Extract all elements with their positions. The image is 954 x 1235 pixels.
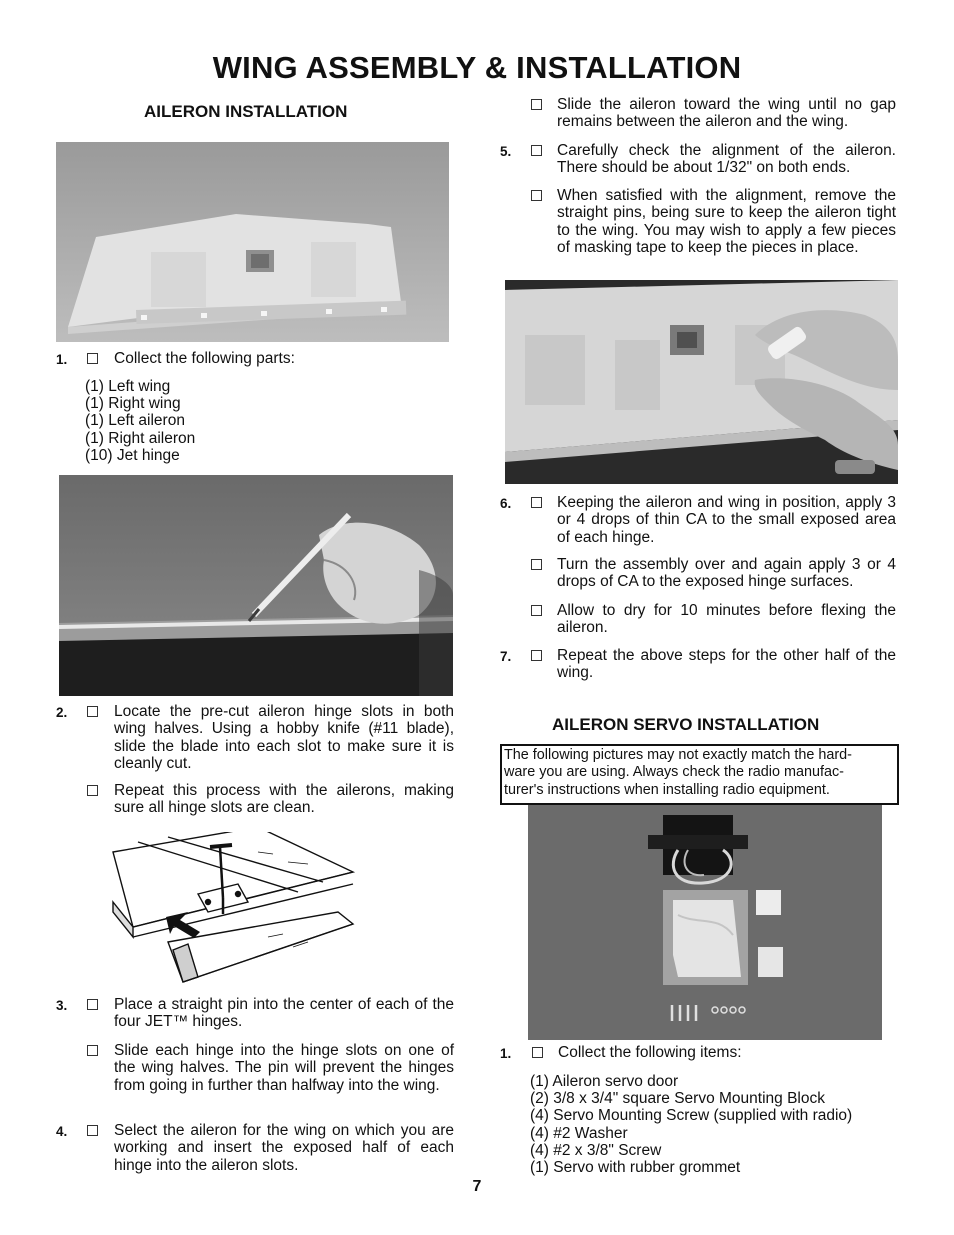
step-text: Place a straight pin into the center of each of the four JET™ hinges. xyxy=(114,996,454,1031)
step-slide-aileron xyxy=(500,96,898,132)
step-text: Repeat this process with the ailerons, making sure all hinge slots are clean. xyxy=(114,782,454,817)
checkbox[interactable] xyxy=(532,1047,543,1058)
step-text: Select the aileron for the wing on which you are working and insert the exposed half of each hinge into the aileron slots. xyxy=(114,1122,454,1174)
step-text: Collect the following parts: xyxy=(114,350,295,367)
step-number: 7. xyxy=(500,649,512,664)
page-title: WING ASSEMBLY & INSTALLATION xyxy=(212,50,742,85)
checkbox[interactable] xyxy=(531,497,542,508)
page-number: 7 xyxy=(472,1178,482,1195)
step-text: Slide the aileron toward the wing until no gap remains between the aileron and the wing. xyxy=(557,96,896,131)
step-7-repeat xyxy=(500,647,898,683)
checkbox[interactable] xyxy=(531,605,542,616)
checkbox[interactable] xyxy=(87,999,98,1010)
step-number: 1. xyxy=(500,1046,512,1061)
checkbox[interactable] xyxy=(531,650,542,661)
step-5-check-alignment xyxy=(500,142,898,178)
servo-items-list xyxy=(530,1073,852,1176)
step-6-turn-over xyxy=(500,556,898,592)
apply-ca-photo xyxy=(505,280,898,484)
step-5-remove-pins xyxy=(500,187,898,277)
step-6-apply-ca xyxy=(500,494,898,548)
step-6-allow-dry xyxy=(500,602,898,638)
step-number: 5. xyxy=(500,144,512,159)
aileron-servo-installation-heading: AILERON SERVO INSTALLATION xyxy=(552,715,820,734)
list-item: (4) Servo Mounting Screw (supplied with radio) xyxy=(530,1107,853,1125)
checkbox[interactable] xyxy=(87,785,98,796)
list-item: (1) Left wing xyxy=(85,378,171,395)
list-item: (10) Jet hinge xyxy=(85,446,180,464)
step-1-collect-parts xyxy=(56,350,456,370)
checkbox[interactable] xyxy=(87,1045,98,1056)
step-text: Allow to dry for 10 minutes before flexing the aileron. xyxy=(557,602,896,637)
list-item: (1) Aileron servo door xyxy=(530,1073,679,1090)
checkbox[interactable] xyxy=(87,706,98,717)
step-4-select-aileron xyxy=(56,1122,456,1176)
list-item: (1) Right wing xyxy=(85,395,181,413)
step-text: Carefully check the alignment of the aileron. There should be about 1/32" on both ends. xyxy=(557,142,896,177)
step-text: Slide each hinge into the hinge slots on one of the wing halves. The pin will prevent the hinges from going in further than halfway into the wing. xyxy=(114,1042,454,1094)
checkbox[interactable] xyxy=(531,559,542,570)
step-number: 2. xyxy=(56,705,68,720)
note-line: turer's instructions when installing radio equipment. xyxy=(504,781,830,798)
step-3-place-pin xyxy=(56,996,456,1032)
list-item: (4) #2 Washer xyxy=(530,1124,628,1142)
checkbox[interactable] xyxy=(531,190,542,201)
servo-step-1-collect-items xyxy=(500,1044,898,1064)
checkbox[interactable] xyxy=(87,1125,98,1136)
step-number: 1. xyxy=(56,352,68,367)
hobby-knife-photo xyxy=(59,475,453,696)
checkbox[interactable] xyxy=(531,99,542,110)
note-line: The following pictures may not exactly match the hard- xyxy=(504,747,852,763)
note-line: ware you are using. Always check the radio manufac- xyxy=(504,764,844,781)
step-text: Turn the assembly over and again apply 3 or 4 drops of CA to the exposed hinge surfaces. xyxy=(557,556,896,591)
step-number: 3. xyxy=(56,998,68,1013)
parts-list xyxy=(85,378,195,464)
step-text: When satisfied with the alignment, remove the straight pins, being sure to keep the aileron tight to the wing. You may wish to apply a few pieces of masking tape to keep the pieces in place. xyxy=(557,187,896,256)
list-item: (1) Servo with rubber grommet xyxy=(530,1158,741,1176)
wing-parts-photo xyxy=(56,142,449,342)
list-item: (4) #2 x 3/8" Screw xyxy=(530,1141,662,1159)
checkbox[interactable] xyxy=(87,353,98,364)
aileron-installation-heading: AILERON INSTALLATION xyxy=(144,102,348,121)
step-text: Collect the following items: xyxy=(558,1044,742,1061)
hinge-pin-illustration xyxy=(108,832,358,990)
step-number: 6. xyxy=(500,496,512,511)
step-number: 4. xyxy=(56,1124,68,1139)
equipment-note-box xyxy=(500,744,899,805)
step-3-slide-hinge xyxy=(56,1042,456,1114)
list-item: (2) 3/8 x 3/4" square Servo Mounting Block xyxy=(530,1090,825,1108)
checkbox[interactable] xyxy=(531,145,542,156)
step-text: Keeping the aileron and wing in position, apply 3 or 4 drops of thin CA to the small exposed area of each hinge. xyxy=(557,494,896,546)
step-text: Repeat the above steps for the other half of the wing. xyxy=(557,647,896,682)
step-text: Locate the pre-cut aileron hinge slots in both wing halves. Using a hobby knife (#11 blade), slide the blade into each slot to make sure it is cleanly cut. xyxy=(114,703,454,772)
servo-parts-photo xyxy=(528,805,882,1040)
list-item: (1) Right aileron xyxy=(85,429,196,447)
step-2-hinge-slots xyxy=(56,703,456,775)
list-item: (1) Left aileron xyxy=(85,412,185,430)
step-2-repeat-ailerons xyxy=(56,782,456,818)
